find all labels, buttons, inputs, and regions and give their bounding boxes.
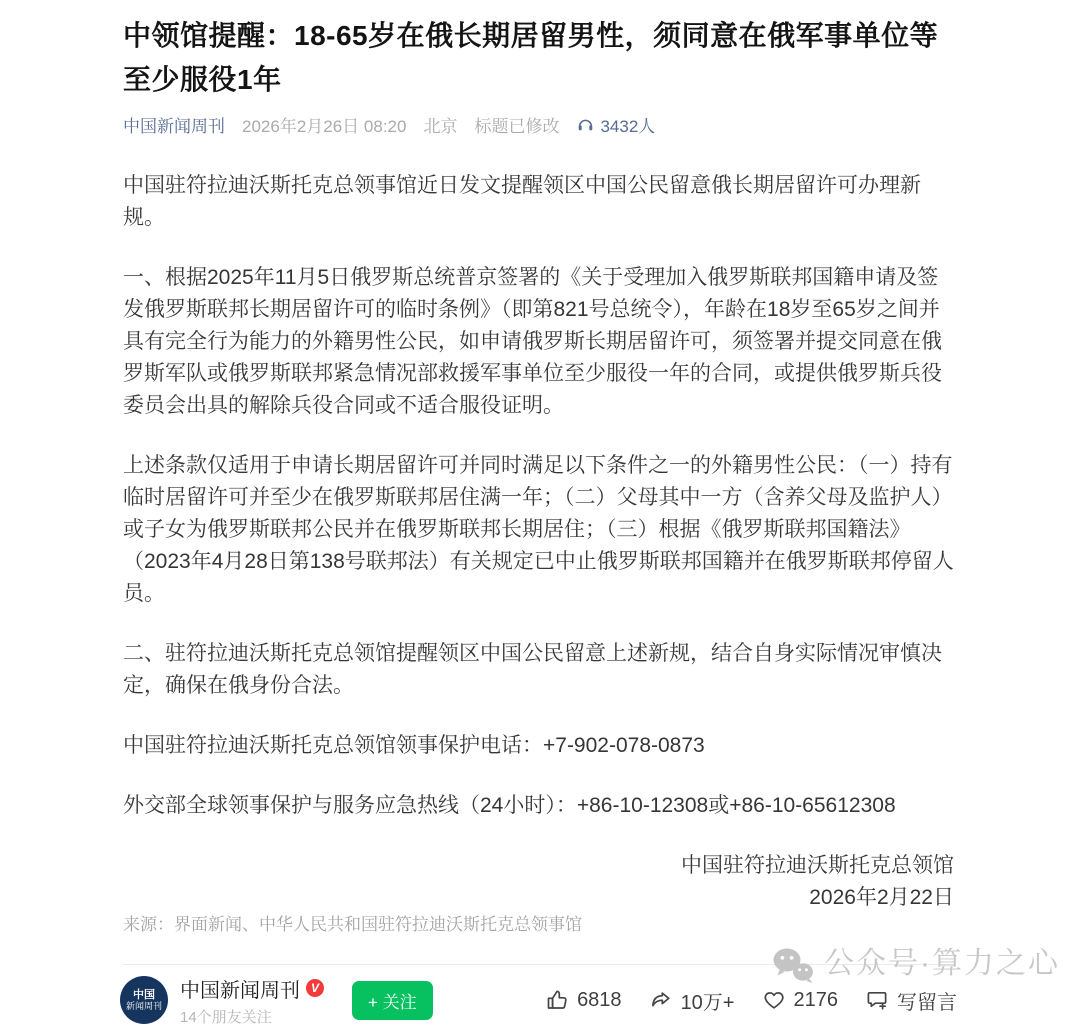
verified-v-badge: V <box>306 979 324 997</box>
account-link[interactable]: 中国新闻周刊 <box>123 116 225 136</box>
comment-label: 写留言 <box>897 991 957 1014</box>
headphones-icon <box>576 115 595 134</box>
like-count: 6818 <box>577 988 622 1011</box>
heart-icon <box>762 988 786 1012</box>
like-button[interactable] <box>545 988 622 1012</box>
forward-arrow-icon <box>649 988 673 1012</box>
listen-count-label: 3432人 <box>600 116 656 136</box>
heart-count: 2176 <box>793 988 838 1011</box>
avatar-text-bottom: 新闻周刊 <box>125 1000 162 1011</box>
footer-names <box>180 974 324 1027</box>
footer-account-name[interactable]: 中国新闻周刊 <box>180 979 300 1002</box>
audio-listen-count[interactable] <box>576 112 655 137</box>
paragraph: 二、驻符拉迪沃斯托克总领馆提醒领区中国公民留意上述新规，结合自身实际情况审慎决定，确保在俄身份合法。 <box>123 642 942 697</box>
paragraph: 一、根据2025年11月5日俄罗斯总统普京签署的《关于受理加入俄罗斯联邦国籍申请及签发俄罗斯联邦长期居留许可的临时条例》（即第821号总统令），年龄在18岁至65岁之间并具有完全行为能力的外籍男性公民，如申请俄罗斯长期居留许可，须签署并提交同意在俄罗斯军队或俄罗斯联邦紧急情况部救援军事单位至少服役一年的合同，或提供俄罗斯兵役委员会出具的解除兵役合同或不适合服役证明。 <box>123 266 942 417</box>
share-count: 10万+ <box>680 991 735 1014</box>
comment-plus-icon <box>865 988 889 1012</box>
footer-bar <box>0 965 1080 1035</box>
heart-button[interactable] <box>762 988 839 1012</box>
publish-location: 北京 <box>423 116 458 136</box>
paragraph: 上述条款仅适用于申请长期居留许可并同时满足以下条件之一的外籍男性公民：（一）持有临时居留许可并至少在俄罗斯联邦居住满一年；（二）父母其中一方（含养父母及监护人）或子女为俄罗斯联邦公民并在俄罗斯联邦长期居住；（三）根据《俄罗斯联邦国籍法》（2023年4月28日第138号联邦法）有关规定已中止俄罗斯联邦国籍并在俄罗斯联邦停留人员。 <box>123 454 954 605</box>
avatar-text-top: 中国 <box>133 988 155 1001</box>
publish-datetime: 2026年2月26日 08:20 <box>242 116 407 136</box>
share-button[interactable] <box>649 986 735 1015</box>
paragraph: 中国驻符拉迪沃斯托克总领馆领事保护电话：+7-902-078-0873 <box>123 734 705 757</box>
follow-button[interactable]: + 关注 <box>352 981 433 1020</box>
footer-account-block <box>120 974 433 1027</box>
article-byline <box>123 112 954 136</box>
article-title: 中领馆提醒：18-65岁在俄长期居留男性，须同意在俄军事单位等至少服役1年 <box>123 20 939 95</box>
title-edited-note: 标题已修改 <box>474 116 560 136</box>
watermark-text: 公众号·算力之心 <box>824 947 1060 980</box>
signature-date: 2026年2月22日 <box>809 886 954 909</box>
thumbs-up-icon <box>545 988 569 1012</box>
paragraph: 中国驻符拉迪沃斯托克总领事馆近日发文提醒领区中国公民留意俄长期居留许可办理新规。 <box>123 174 921 229</box>
comment-button[interactable] <box>865 986 957 1015</box>
engagement-bar <box>545 986 957 1015</box>
avatar[interactable] <box>120 976 168 1024</box>
paragraph: 外交部全球领事保护与服务应急热线（24小时）：+86-10-12308或+86-10-65612308 <box>123 794 896 817</box>
friends-follow-note: 14个朋友关注 <box>180 1008 272 1026</box>
source-line: 来源：界面新闻、中华人民共和国驻符拉迪沃斯托克总领事馆 <box>123 915 582 934</box>
article-body <box>123 170 954 936</box>
signature-org: 中国驻符拉迪沃斯托克总领馆 <box>681 854 954 877</box>
